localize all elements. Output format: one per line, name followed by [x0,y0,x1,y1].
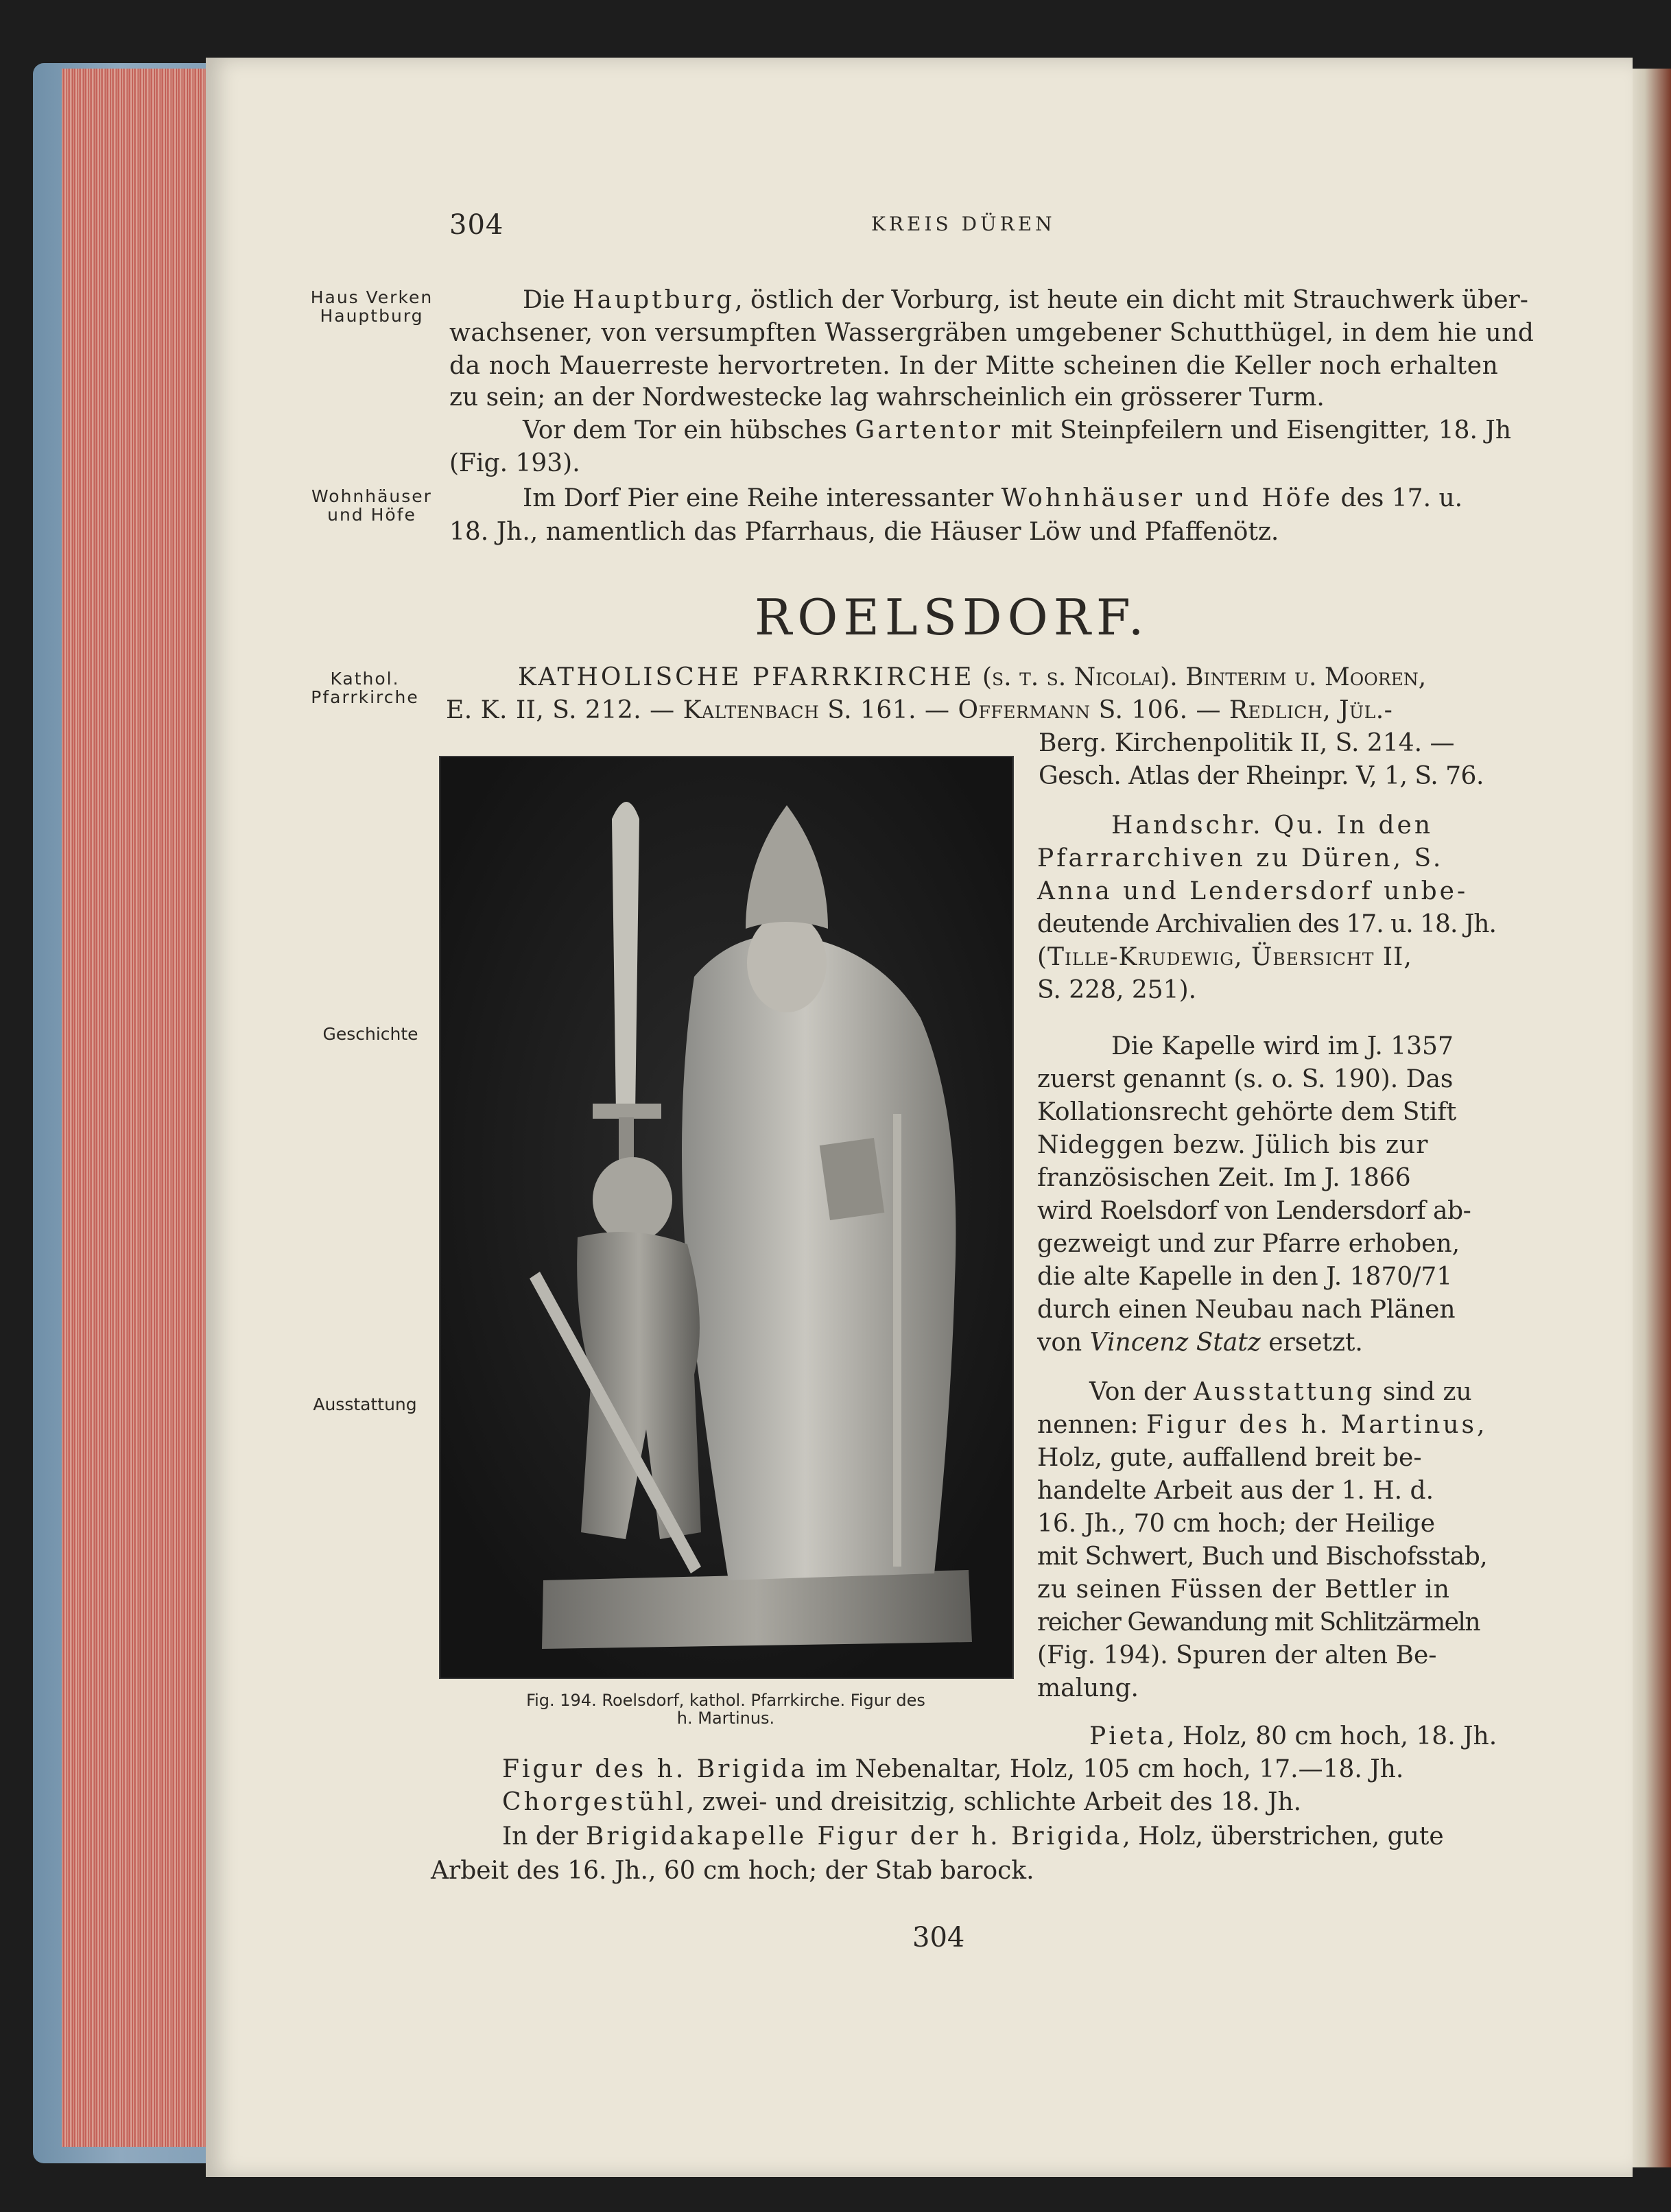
geschichte-line: gezweigt und zur Pfarre erhoben, [1037,1230,1460,1258]
closing-line: Chorgestühl, zwei- und dreisitzig, schlichte Arbeit des 18. Jh. [502,1788,1302,1816]
handschr-line: Handschr. Qu. In den [1111,811,1434,840]
sculpture-base [542,1570,972,1649]
geschichte-line: von Vincenz Statz ersetzt. [1037,1329,1363,1357]
ausstattung-line: (Fig. 194). Spuren der alten Be- [1037,1641,1437,1669]
geschichte-line: wird Roelsdorf von Lendersdorf ab- [1037,1197,1471,1225]
geschichte-line: Kollationsrecht gehörte dem Stift [1037,1098,1457,1126]
church-line: Berg. Kirchenpolitik II, S. 214. — [1039,729,1455,757]
crozier-staff [893,1114,901,1567]
geschichte-line: französischen Zeit. Im J. 1866 [1037,1164,1411,1192]
closing-line: Arbeit des 16. Jh., 60 cm hoch; der Stab barock. [431,1857,1034,1885]
figure-photograph [439,756,1014,1679]
intro-line: 18. Jh., namentlich das Pfarrhaus, die Häuser Löw und Pfaffenötz. [449,518,1279,546]
margin-note-kathol: Kathol. Pfarrkirche [311,669,419,707]
right-page-edge [1627,69,1671,2167]
intro-line: zu sein; an der Nordwestecke lag wahrscheinlich ein grösserer Turm. [449,383,1325,412]
geschichte-line: die alte Kapelle in den J. 1870/71 [1037,1263,1453,1291]
handschr-line: deutende Archivalien des 17. u. 18. Jh. [1037,910,1496,938]
closing-line: Figur des h. Brigida im Nebenaltar, Holz, 105 cm hoch, 17.—18. Jh. [502,1755,1404,1783]
handschr-line: S. 228, 251). [1037,976,1197,1004]
geschichte-line: Nideggen bezw. Jülich bis zur [1037,1131,1429,1159]
page-number-footer: 304 [912,1922,965,1953]
ausstattung-line: Pieta, Holz, 80 cm hoch, 18. Jh. [1089,1722,1497,1750]
church-line: Gesch. Atlas der Rheinpr. V, 1, S. 76. [1039,762,1484,790]
intro-line: Im Dorf Pier eine Reihe interessanter Wohnhäuser und Höfe des 17. u. [523,484,1463,512]
page-number-header: 304 [449,209,504,241]
bishop-head [747,914,827,1012]
handschr-line: (Tille-Krudewig, Übersicht II, [1037,943,1412,971]
margin-note-haus-verken: Haus Verken Hauptburg [310,287,434,326]
ausstattung-line: zu seinen Füssen der Bettler in [1037,1575,1450,1604]
geschichte-line: Die Kapelle wird im J. 1357 [1111,1032,1454,1060]
ausstattung-line: Holz, gute, auffallend breit be- [1037,1444,1422,1472]
ausstattung-line: Von der Ausstattung sind zu [1089,1378,1472,1406]
beggar-head [593,1157,672,1242]
intro-line: wachsener, von versumpften Wassergräben umgebener Schutthügel, in dem hie und [449,319,1534,347]
section-heading: ROELSDORF. [755,588,1150,646]
handschr-line: Pfarrarchiven zu Düren, S. [1037,844,1444,872]
bishop-robe [682,935,956,1580]
margin-note-wohnhaeuser: Wohnhäuser und Höfe [311,486,432,525]
margin-note-geschichte: Geschichte [322,1024,418,1044]
ausstattung-line: 16. Jh., 70 cm hoch; der Heilige [1037,1510,1436,1538]
sculpture-image [440,757,1012,1678]
church-line: E. K. II, S. 212. — Kaltenbach S. 161. — Offermann S. 106. — Redlich, Jül.- [446,696,1393,724]
ausstattung-line: mit Schwert, Buch und Bischofsstab, [1037,1543,1488,1571]
intro-line: Die Hauptburg, östlich der Vorburg, ist heute ein dicht mit Strauchwerk über- [523,286,1528,314]
geschichte-line: zuerst genannt (s. o. S. 190). Das [1037,1065,1454,1093]
ausstattung-line: malung. [1037,1674,1139,1702]
intro-line: Vor dem Tor ein hübsches Gartentor mit Steinpfeilern und Eisengitter, 18. Jh [523,416,1512,444]
book [820,1138,885,1220]
ausstattung-line: nennen: Figur des h. Martinus, [1037,1411,1485,1439]
sword [612,802,639,1114]
closing-line: In der Brigidakapelle Figur der h. Brigida, Holz, überstrichen, gute [502,1822,1444,1851]
figure-caption: Fig. 194. Roelsdorf, kathol. Pfarrkirche. Figur des h. Martinus. [526,1691,925,1728]
margin-note-ausstattung: Ausstattung [313,1394,417,1414]
ausstattung-line: reicher Gewandung mit Schlitzärmeln [1037,1608,1480,1637]
intro-line: (Fig. 193). [449,449,580,477]
handschr-line: Anna und Lendersdorf unbe- [1037,877,1469,905]
running-title: KREIS DÜREN [871,213,1056,235]
intro-line: da noch Mauerreste hervortreten. In der Mitte scheinen die Keller noch erhalten [449,352,1499,380]
ausstattung-line: handelte Arbeit aus der 1. H. d. [1037,1477,1434,1505]
church-line: KATHOLISCHE PFARRKIRCHE (s. t. s. Nicolai). Binterim u. Mooren, [518,663,1427,691]
geschichte-line: durch einen Neubau nach Plänen [1037,1296,1456,1324]
